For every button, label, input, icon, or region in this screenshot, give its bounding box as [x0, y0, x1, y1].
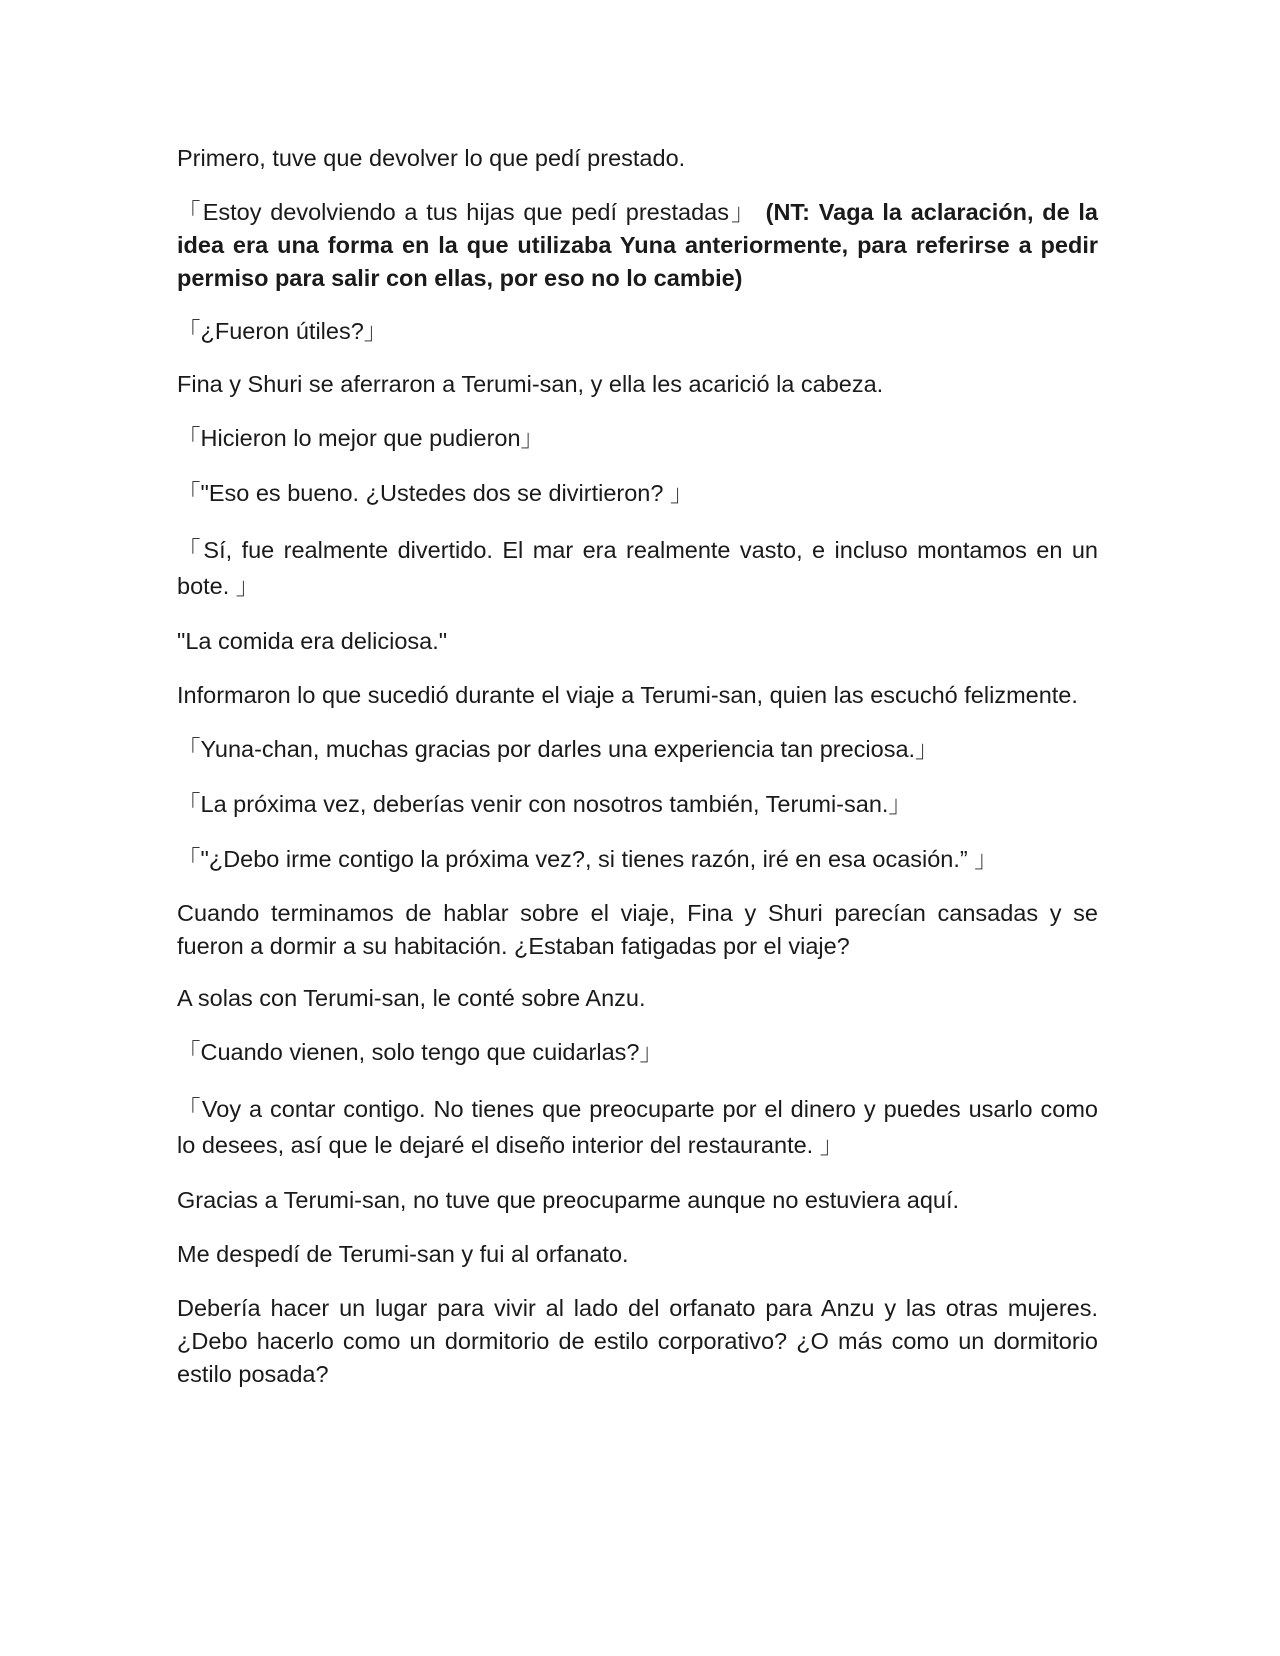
paragraph: "La comida era deliciosa." [177, 628, 448, 654]
paragraph: Fina y Shuri se aferraron a Terumi-san, y ella les acarició la cabeza. [177, 371, 884, 397]
document-page [177, 142, 1098, 1391]
paragraph: Debería hacer un lugar para vivir al lado del orfanato para Anzu y las otras mujeres. ¿Debo hacerlo como un dormitorio de estilo corporativo? ¿O más como un dormitorio estilo posada? [177, 1295, 1098, 1387]
paragraph: 「La próxima vez, deberías venir con nosotros también, Terumi-san.」 [177, 791, 912, 817]
paragraph: 「Sí, fue realmente divertido. El mar era realmente vasto, e incluso montamos en un bote. 」 [177, 537, 1098, 599]
paragraph: Primero, tuve que devolver lo que pedí prestado. [177, 145, 686, 171]
paragraph: 「¿Fueron útiles?」 [177, 318, 388, 344]
translator-note: (NT: Vaga la aclaración, de la idea era una forma en la que utilizaba Yuna anteriormente, para referirse a pedir permiso para salir con ellas, por eso no lo cambie) [177, 199, 1098, 291]
dialogue-text: 「Estoy devolviendo a tus hijas que pedí prestadas」 [177, 199, 766, 225]
paragraph: 「Yuna-chan, muchas gracias por darles una experiencia tan preciosa.」 [177, 736, 939, 762]
paragraph: 「"Eso es bueno. ¿Ustedes dos se divirtieron? 」 [177, 480, 694, 506]
paragraph [177, 196, 1098, 295]
paragraph: Informaron lo que sucedió durante el viaje a Terumi-san, quien las escuchó felizmente. [177, 682, 1078, 708]
paragraph: Gracias a Terumi-san, no tuve que preocuparme aunque no estuviera aquí. [177, 1187, 960, 1213]
paragraph: Me despedí de Terumi-san y fui al orfanato. [177, 1241, 629, 1267]
paragraph: 「Cuando vienen, solo tengo que cuidarlas?」 [177, 1039, 663, 1065]
paragraph: 「Hicieron lo mejor que pudieron」 [177, 425, 545, 451]
paragraph: 「"¿Debo irme contigo la próxima vez?, si tienes razón, iré en esa ocasión.” 」 [177, 846, 998, 872]
paragraph: 「Voy a contar contigo. No tienes que preocuparte por el dinero y puedes usarlo como lo desees, así que le dejaré el diseño interior del restaurante. 」 [177, 1096, 1098, 1158]
paragraph: Cuando terminamos de hablar sobre el viaje, Fina y Shuri parecían cansadas y se fueron a dormir a su habitación. ¿Estaban fatigadas por el viaje? [177, 900, 1098, 959]
paragraph: A solas con Terumi-san, le conté sobre Anzu. [177, 985, 646, 1011]
